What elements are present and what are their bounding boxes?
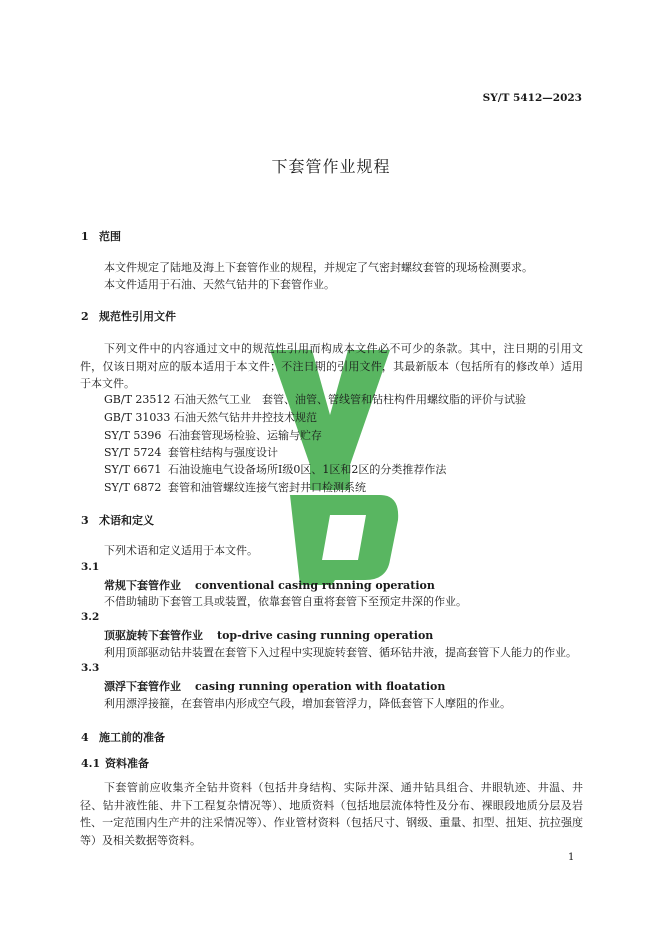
term-en: conventional casing running operation [195,579,435,592]
term-number: 3.2 [81,611,100,623]
section-number: 4 [81,731,89,744]
section-number: 2 [81,310,89,323]
page-number: 1 [568,852,575,863]
section-1-heading [81,228,121,244]
reference-code: SY/T 5396 [104,429,162,442]
reference-code: GB/T 31033 [104,411,171,424]
reference-title: 套管柱结构与强度设计 [168,446,278,459]
term-cn: 常规下套管作业 [104,579,181,592]
reference-item [104,444,278,460]
term-number: 3.3 [81,662,100,674]
section-number: 3 [81,514,89,527]
reference-code: SY/T 6671 [104,463,162,476]
prep-paragraph: 下套管前应收集齐全钻井资料（包括井身结构、实际井深、通井钻具组合、井眼轨迹、井温、井径、钻井液性能、井下工程复杂情况等）、地质资料（包括地层流体特性及分布、裸眼段地质分层及岩性、一定范围内生产井的注采情况等）、作业管材资料（包括尺寸、钢级、重量、扣型、扭矩、抗拉强度等）及相关数据等资料。 [80,781,583,847]
scope-paragraph-1: 本文件规定了陆地及海上下套管作业的规程，并规定了气密封螺纹套管的现场检测要求。 [104,261,533,274]
subsection-title: 资料准备 [105,757,149,770]
section-title: 施工前的准备 [99,731,165,744]
section-title: 范围 [99,230,121,243]
section-3-heading [81,512,154,528]
reference-item [104,391,526,407]
reference-item [104,427,322,443]
term-cn: 顶驱旋转下套管作业 [104,629,203,642]
section-number: 1 [81,230,89,243]
reference-title: 石油套管现场检验、运输与贮存 [168,429,322,442]
reference-code: GB/T 23512 [104,393,171,406]
reference-code: SY/T 5724 [104,446,162,459]
term-heading [104,627,433,643]
section-title: 术语和定义 [99,514,154,527]
term-definition: 利用顶部驱动钻井装置在套管下入过程中实现旋转套管、循环钻井液，提高套管下人能力的作业。 [104,646,577,659]
term-number: 3.1 [81,561,100,573]
reference-title: 石油天然气钻井井控技术规范 [174,411,317,424]
reference-title: 石油天然气工业 套管、油管、管线管和钻柱构件用螺纹脂的评价与试验 [174,393,526,406]
document-title: 下套管作业规程 [271,157,391,176]
terms-intro: 下列术语和定义适用于本文件。 [104,544,258,557]
reference-title: 石油设施电气设备场所Ⅰ级0区、1区和2区的分类推荐作法 [168,463,447,476]
term-cn: 漂浮下套管作业 [104,680,181,693]
reference-title: 套管和油管螺纹连接气密封井口检测系统 [168,481,366,494]
standard-number: SY/T 5412—2023 [482,92,582,104]
term-heading [104,577,435,593]
term-definition: 不借助辅助下套管工具或装置，依靠套管自重将套管下至预定井深的作业。 [104,595,467,608]
normative-intro: 下列文件中的内容通过文中的规范性引用而构成本文件必不可少的条款。其中，注日期的引用文件，仅该日期对应的版本适用于本文件；不注日期的引用文件，其最新版本（包括所有的修改单）适用于本文件。 [80,342,583,390]
subsection-number: 4.1 [81,757,101,770]
term-definition: 利用漂浮接箍，在套管串内形成空气段，增加套管浮力，降低套管下人摩阻的作业。 [104,697,511,710]
section-4-heading [81,729,165,745]
reference-code: SY/T 6872 [104,481,162,494]
scope-paragraph-2: 本文件适用于石油、天然气钻井的下套管作业。 [104,278,335,291]
term-heading [104,678,445,694]
reference-item [104,479,366,495]
section-title: 规范性引用文件 [99,310,176,323]
term-en: top-drive casing running operation [217,629,434,642]
reference-item [104,409,317,425]
subsection-4-1-heading [81,755,149,771]
watermark-p-shape [290,495,398,585]
section-2-heading [81,308,176,324]
reference-item [104,461,446,477]
term-en: casing running operation with floatation [195,680,446,693]
